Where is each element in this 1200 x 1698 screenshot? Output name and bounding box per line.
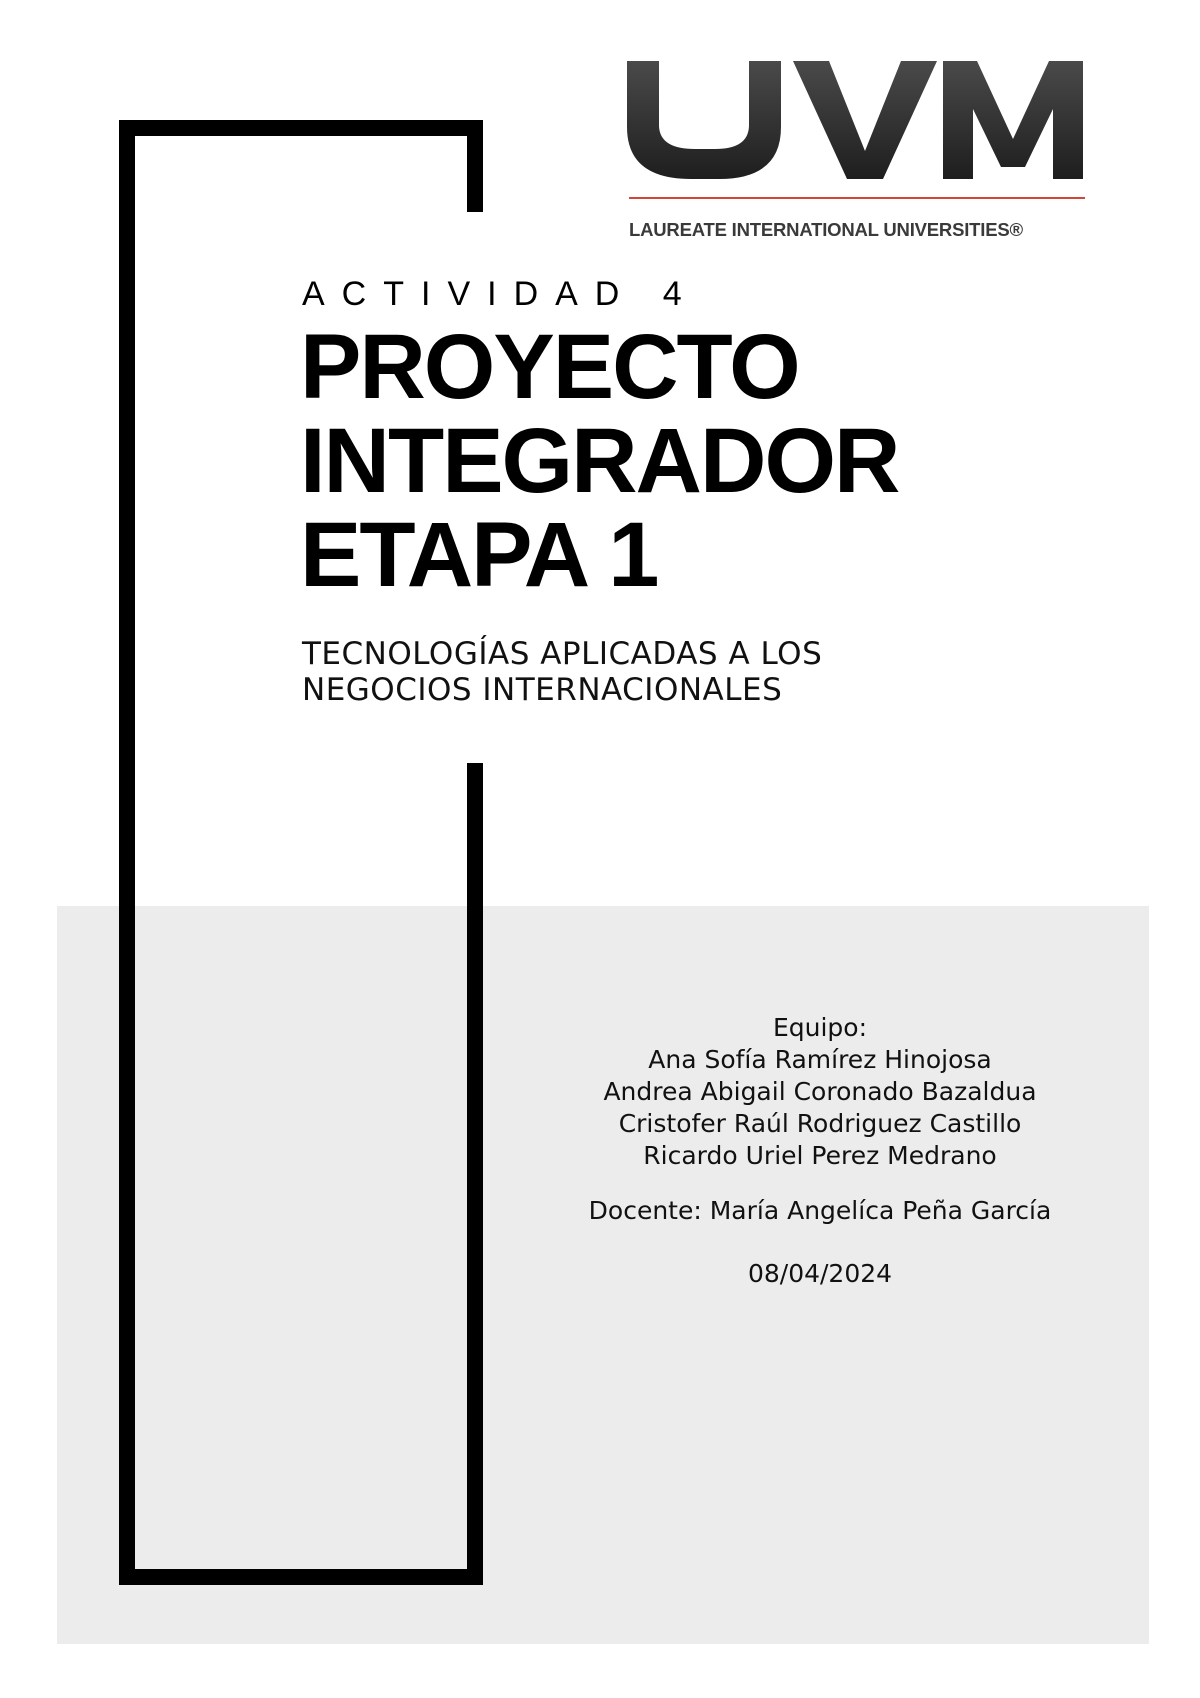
main-title-line-1: PROYECTO [300, 316, 799, 418]
frame-left-bar [119, 120, 135, 1585]
team-label: Equipo: [772, 1013, 868, 1042]
main-title-line-2: INTEGRADOR [300, 410, 899, 512]
course-subtitle-line-1: TECNOLOGÍAS APLICADAS A LOS [302, 636, 823, 672]
course-subtitle-line-2: NEGOCIOS INTERNACIONALES [302, 672, 783, 708]
activity-kicker: ACTIVIDAD 4 [302, 275, 699, 313]
main-title-line-3: ETAPA 1 [300, 504, 658, 606]
uvm-logo-mark [625, 55, 1087, 183]
team-member: Ricardo Uriel Perez Medrano [643, 1141, 997, 1170]
team-block [520, 1012, 1120, 1290]
team-list [520, 1012, 1120, 1172]
teacher-name: Docente: María Angelíca Peña García [588, 1196, 1052, 1225]
course-subtitle [302, 636, 822, 708]
team-member: Cristofer Raúl Rodriguez Castillo [618, 1109, 1022, 1138]
logo-subtitle: LAUREATE INTERNATIONAL UNIVERSITIES® [629, 219, 1023, 240]
frame-bottom-bar [119, 1569, 483, 1585]
team-member: Ana Sofía Ramírez Hinojosa [648, 1045, 992, 1074]
team-member: Andrea Abigail Coronado Bazaldua [603, 1077, 1037, 1106]
logo-divider-rule [629, 197, 1085, 199]
frame-right-top-bar [467, 120, 483, 212]
uvm-logo [625, 55, 1087, 245]
frame-right-bottom-bar [467, 763, 483, 1585]
main-title [300, 316, 899, 606]
frame-top-bar [119, 120, 483, 136]
submission-date: 08/04/2024 [747, 1259, 893, 1288]
